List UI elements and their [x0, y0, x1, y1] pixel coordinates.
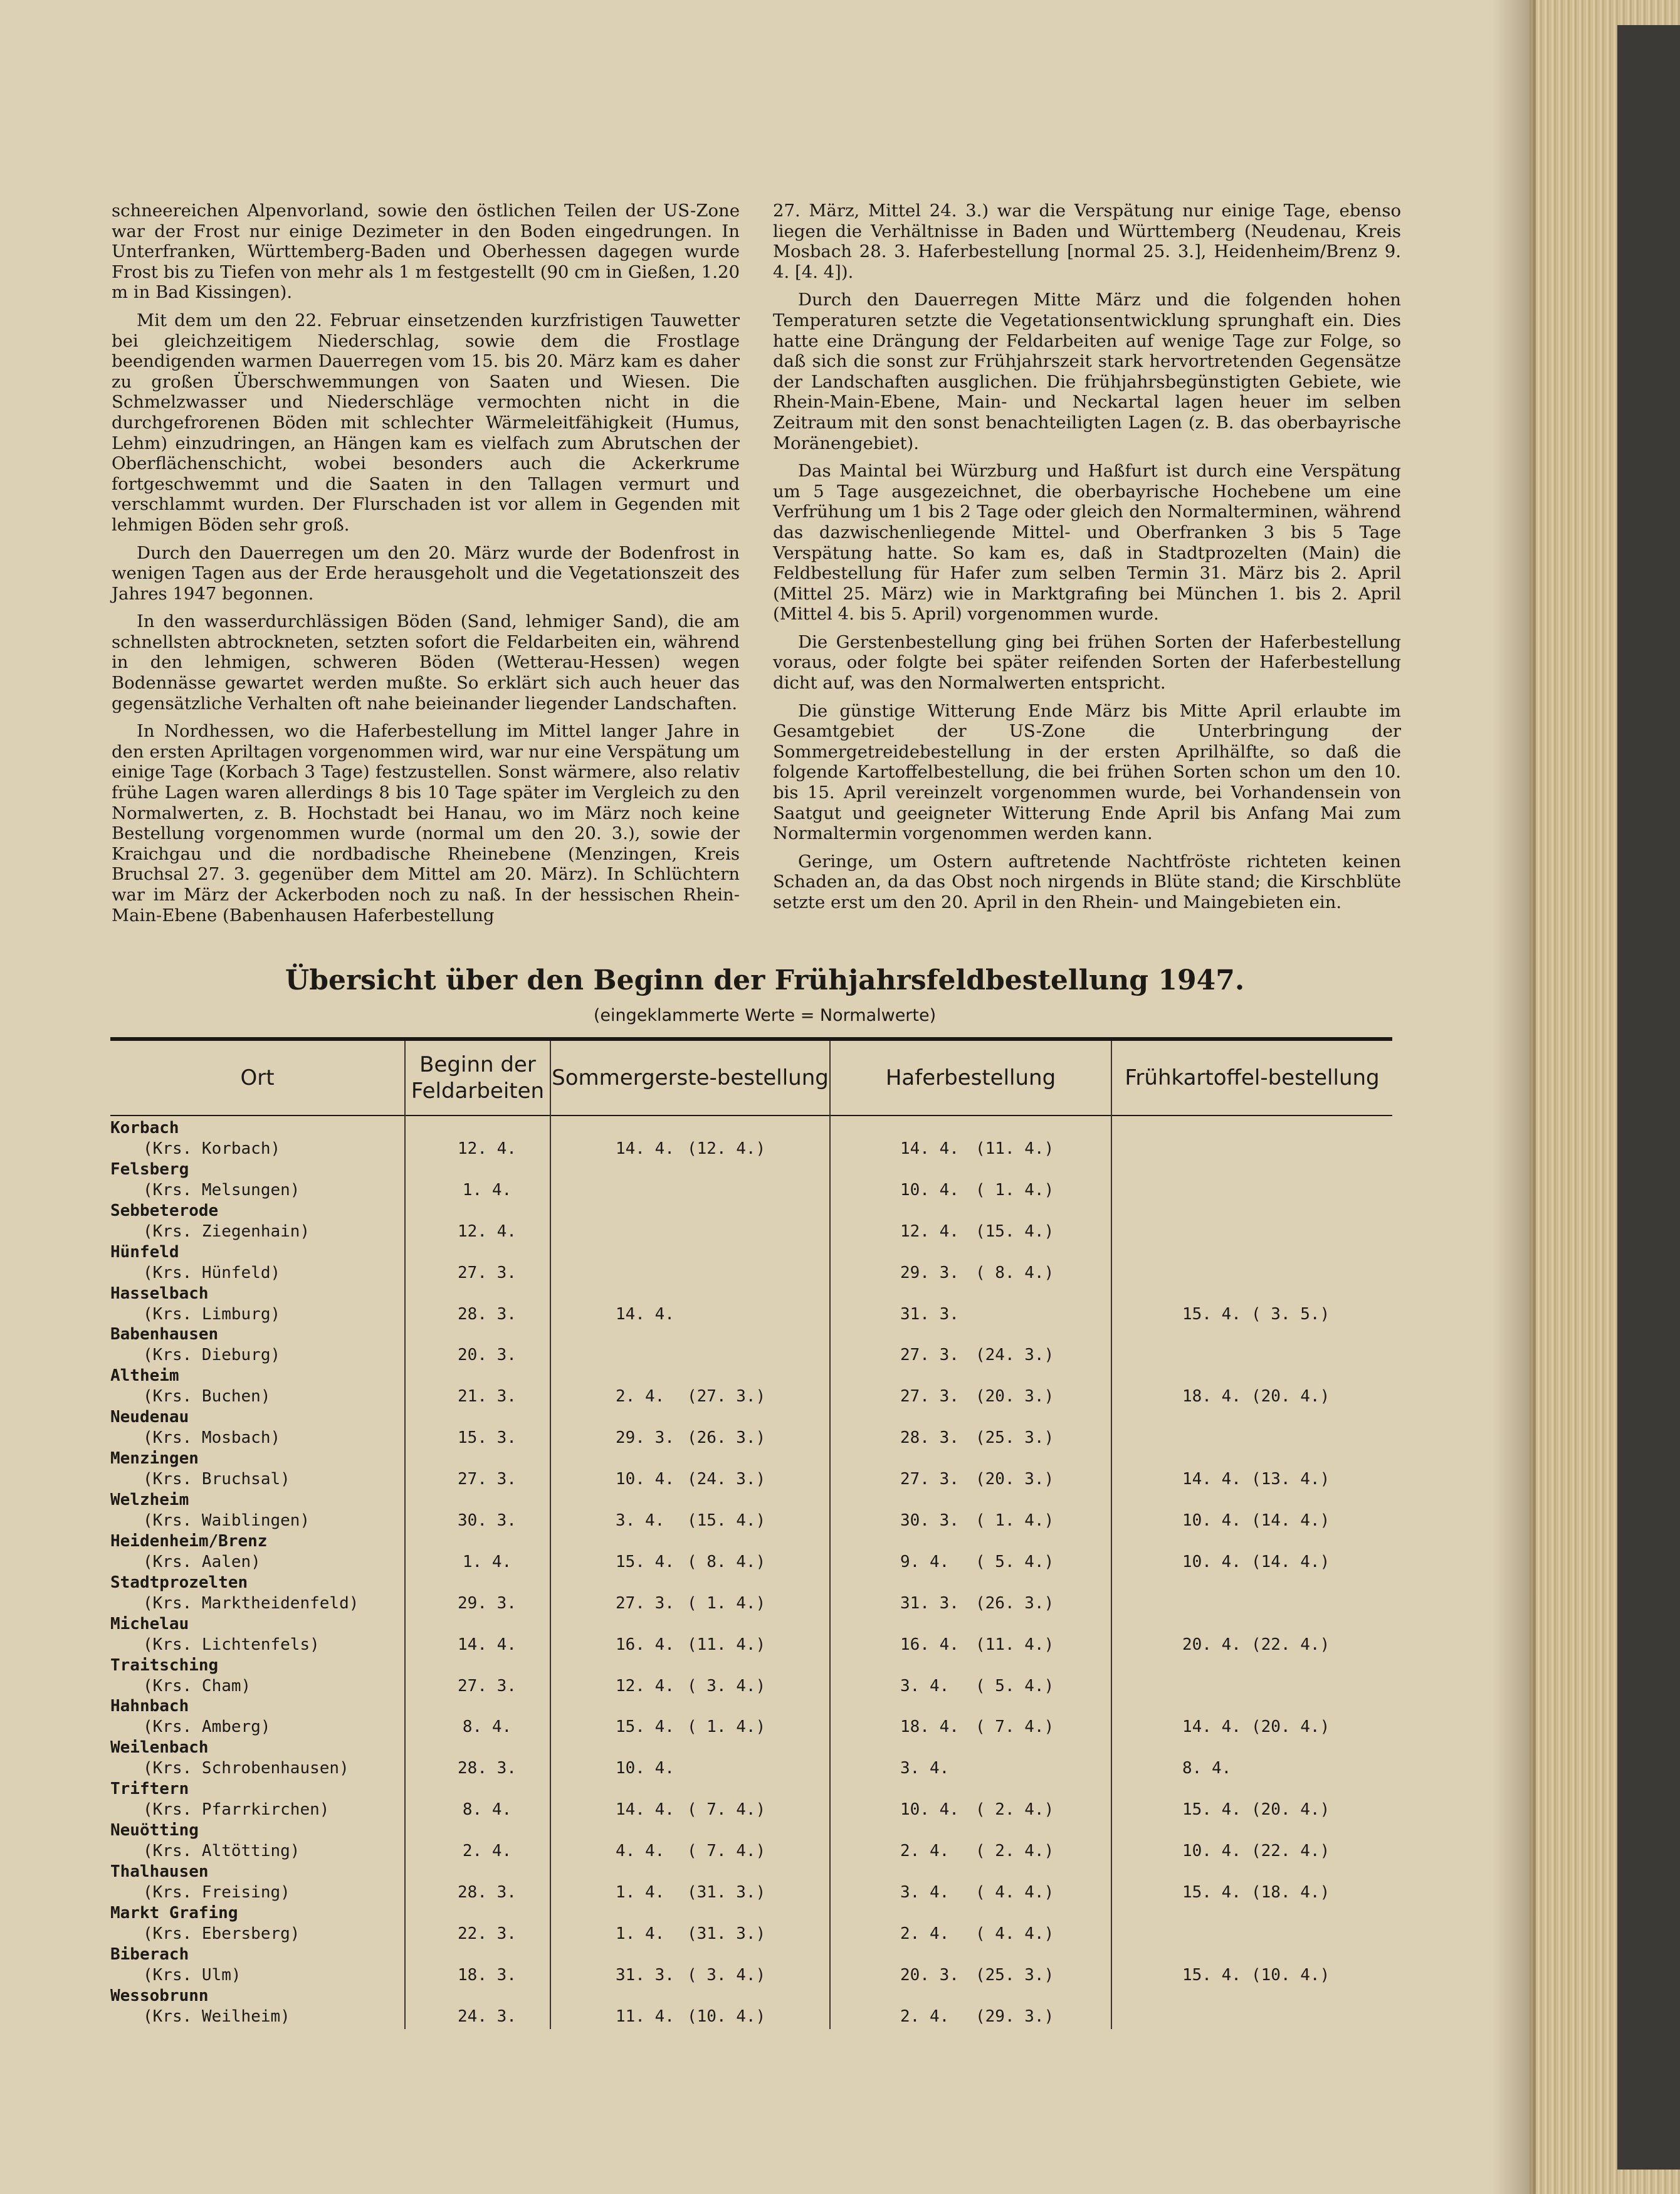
- place-name: Babenhausen: [110, 1325, 219, 1344]
- sommergerste-date: 14. 4.: [616, 1304, 675, 1324]
- sommergerste-normal: (27. 3.): [687, 1387, 766, 1406]
- sommergerste-normal: ( 3. 4.): [687, 1676, 766, 1696]
- sommergerste-date: 31. 3.: [616, 1965, 675, 1985]
- hafer-date: 2. 4.: [900, 2007, 950, 2026]
- place-name: Triftern: [110, 1780, 189, 1799]
- hafer-date: 27. 3.: [900, 1387, 959, 1406]
- paragraph: Geringe, um Ostern auftretende Nachtfröste richteten keinen Schaden an, da das Obst noch nirgends in Blüte stand; die Kirschblüte setzte erst um den 20. April in den Rhein- und Maingebieten ein.: [773, 851, 1401, 912]
- sommergerste-normal: (24. 3.): [687, 1470, 766, 1489]
- sommergerste-date: 16. 4.: [616, 1635, 675, 1654]
- place-name: Stadtprozelten: [110, 1573, 248, 1592]
- table-row: [110, 1821, 1392, 1862]
- kartoffel-normal: (10. 4.): [1251, 1965, 1330, 1985]
- hafer-normal: (25. 3.): [975, 1965, 1054, 1985]
- hafer-date: 10. 4.: [900, 1180, 959, 1200]
- beginn-date: 28. 3.: [458, 1759, 517, 1778]
- place-name: Weilenbach: [110, 1738, 209, 1758]
- sommergerste-normal: (15. 4.): [687, 1511, 766, 1531]
- paragraph: In den wasserdurchlässigen Böden (Sand, lehmiger Sand), die am schnellsten abtrockneten, setzten sofort die Feldarbeiten ein, während in den lehmigen, schweren Böden (Wetterau-Hessen) wegen Bodennässe gewartet werden mußte. So erklärt sich auch heuer das gegensätzliche Verhalten oft nahe beieinander liegender Landschaften.: [112, 611, 740, 714]
- sommergerste-normal: ( 7. 4.): [687, 1842, 766, 1861]
- sommergerste-date: 15. 4.: [616, 1552, 675, 1571]
- paragraph: Durch den Dauerregen um den 20. März wurde der Bodenfrost in wenigen Tagen aus der Erde herausgeholt und die Vegetationszeit des Jahres 1947 begonnen.: [112, 542, 740, 604]
- sommergerste-normal: ( 8. 4.): [687, 1552, 766, 1571]
- hafer-date: 28. 3.: [900, 1428, 959, 1448]
- hafer-date: 31. 3.: [900, 1304, 959, 1324]
- beginn-date: 2. 4.: [462, 1842, 512, 1861]
- beginn-date: 8. 4.: [462, 1717, 512, 1737]
- sommergerste-date: 10. 4.: [616, 1759, 675, 1778]
- kreis-name: (Krs. Marktheidenfeld): [143, 1593, 359, 1613]
- hafer-date: 2. 4.: [900, 1924, 950, 1943]
- kreis-name: (Krs. Mosbach): [143, 1428, 281, 1448]
- header-sommergerste: Sommergerste-bestellung: [552, 1065, 829, 1090]
- kreis-name: (Krs. Freising): [143, 1883, 290, 1902]
- hafer-date: 16. 4.: [900, 1635, 959, 1654]
- table-row: [110, 1573, 1392, 1615]
- paragraph: Die Gerstenbestellung ging bei frühen Sorten der Haferbestellung voraus, oder folgte bei später reifenden Sorten der Haferbestellung dicht auf, was den Normalwerten entspricht.: [773, 631, 1401, 694]
- kartoffel-normal: (18. 4.): [1251, 1883, 1330, 1902]
- kartoffel-date: 15. 4.: [1182, 1965, 1241, 1985]
- place-name: Michelau: [110, 1614, 189, 1633]
- hafer-date: 3. 4.: [900, 1676, 950, 1696]
- kartoffel-normal: (20. 4.): [1251, 1387, 1330, 1406]
- sommergerste-date: 1. 4.: [616, 1924, 665, 1943]
- sommergerste-date: 14. 4.: [616, 1139, 675, 1158]
- beginn-date: 14. 4.: [458, 1635, 517, 1654]
- kartoffel-date: 15. 4.: [1182, 1304, 1241, 1324]
- beginn-date: 27. 3.: [458, 1263, 517, 1282]
- table-row: [110, 1904, 1392, 1945]
- table-row: [110, 1986, 1392, 2028]
- table-row: [110, 1408, 1392, 1449]
- text-column-right: [773, 201, 1401, 913]
- table-row: [110, 1862, 1392, 1904]
- table-row: [110, 1780, 1392, 1821]
- kreis-name: (Krs. Buchen): [143, 1387, 271, 1406]
- hafer-date: 12. 4.: [900, 1221, 959, 1241]
- sommergerste-normal: (12. 4.): [687, 1139, 766, 1158]
- sommergerste-date: 4. 4.: [616, 1842, 665, 1861]
- sommergerste-date: 14. 4.: [616, 1800, 675, 1820]
- sommergerste-date: 1. 4.: [616, 1883, 665, 1902]
- place-name: Menzingen: [110, 1449, 199, 1469]
- paragraph: Das Maintal bei Würzburg und Haßfurt ist durch eine Verspätung um 5 Tage ausgezeichnet, die oberbayrische Hochebene um eine Verfrühung um 1 bis 2 Tage oder gleich den Normalterminen, während das dazwischenliegende Mittel- und Oberfranken 3 bis 5 Tage Verspätung hatte. So kam es, daß in Stadtprozelten (Main) die Feldbestellung für Hafer zum selben Termin 31. März bis 2. April (Mittel 25. März) wie in Marktgrafing bei München 1. bis 2. April (Mittel 4. bis 5. April) vorgenommen wurde.: [773, 461, 1401, 625]
- hafer-date: 29. 3.: [900, 1263, 959, 1282]
- beginn-date: 8. 4.: [462, 1800, 512, 1820]
- beginn-date: 28. 3.: [458, 1883, 517, 1902]
- paragraph: schneereichen Alpenvorland, sowie den östlichen Teilen der US-Zone war der Frost nur einige Dezimeter in den Boden eingedrungen. In Unterfranken, Württemberg-Baden und Oberhessen dagegen wurde Frost bis zu Tiefen von mehr als 1 m festgestellt (90 cm in Gießen, 1.20 m in Bad Kissingen).: [112, 201, 740, 303]
- hafer-date: 14. 4.: [900, 1139, 959, 1158]
- beginn-date: 21. 3.: [458, 1387, 517, 1406]
- kreis-name: (Krs. Ulm): [143, 1965, 241, 1985]
- hafer-normal: (20. 3.): [975, 1470, 1054, 1489]
- hafer-date: 3. 4.: [900, 1759, 950, 1778]
- kartoffel-date: 14. 4.: [1182, 1717, 1241, 1737]
- text-column-left: [112, 201, 740, 926]
- header-hafer: Haferbestellung: [885, 1065, 1056, 1090]
- place-name: Thalhausen: [110, 1862, 209, 1882]
- sommergerste-date: 15. 4.: [616, 1717, 675, 1737]
- sommergerste-date: 27. 3.: [616, 1593, 675, 1613]
- hafer-normal: ( 2. 4.): [975, 1800, 1054, 1820]
- kreis-name: (Krs. Waiblingen): [143, 1511, 310, 1531]
- hafer-normal: ( 1. 4.): [975, 1180, 1054, 1200]
- table-header-rule: [110, 1115, 1392, 1116]
- paragraph: Die günstige Witterung Ende März bis Mitte April erlaubte im Gesamtgebiet der US-Zone die Unterbringung der Sommergetreidebestellung in der ersten Aprilhälfte, so daß die folgende Kartoffelbestellung, die bei frühen Sorten schon um den 10. bis 15. April vereinzelt vorgenommen wurde, bei Vorhandensein von Saatgut und geeigneter Witterung Ende April bis Anfang Mai zum Normaltermin vorgenommen werden kann.: [773, 700, 1401, 844]
- table-row: [110, 1325, 1392, 1366]
- table-row: [110, 1243, 1392, 1284]
- sommergerste-date: 11. 4.: [616, 2007, 675, 2026]
- table-row: [110, 1615, 1392, 1656]
- kartoffel-date: 18. 4.: [1182, 1387, 1241, 1406]
- kreis-name: (Krs. Pfarrkirchen): [143, 1800, 330, 1820]
- beginn-date: 27. 3.: [458, 1676, 517, 1696]
- book-binding: [1617, 25, 1680, 2170]
- hafer-date: 20. 3.: [900, 1965, 959, 1985]
- hafer-normal: (11. 4.): [975, 1139, 1054, 1158]
- paragraph: Durch den Dauerregen Mitte März und die folgenden hohen Temperaturen setzte die Vegetationsentwicklung sprunghaft ein. Dies hatte eine Drängung der Feldarbeiten auf wenige Tage zur Folge, so daß sich die sonst zur Frühjahrszeit stark hervortretenden Gegensätze der Landschaften ausglichen. Die frühjahrsbegünstigten Gebiete, wie Rhein-Main-Ebene, Main- und Neckartal lagen heuer im selben Zeitraum mit den sonst benachteiligten Lagen (z. B. das oberbayrische Moränengebiet).: [773, 290, 1401, 453]
- hafer-normal: ( 7. 4.): [975, 1717, 1054, 1737]
- hafer-date: 3. 4.: [900, 1883, 950, 1902]
- beginn-date: 1. 4.: [462, 1552, 512, 1571]
- kartoffel-date: 10. 4.: [1182, 1552, 1241, 1571]
- table-subtitle: (eingeklammerte Werte = Normalwerte): [593, 1006, 937, 1025]
- hafer-date: 31. 3.: [900, 1593, 959, 1613]
- table-row: [110, 1201, 1392, 1243]
- kartoffel-date: 10. 4.: [1182, 1511, 1241, 1531]
- header-beginn: Beginn der Feldarbeiten: [411, 1052, 545, 1104]
- hafer-date: 30. 3.: [900, 1511, 959, 1531]
- table-row: [110, 1284, 1392, 1326]
- hafer-normal: ( 8. 4.): [975, 1263, 1054, 1282]
- sommergerste-date: 29. 3.: [616, 1428, 675, 1448]
- table-row: [110, 1366, 1392, 1408]
- kreis-name: (Krs. Amberg): [143, 1717, 271, 1737]
- table-row: [110, 1945, 1392, 1986]
- kreis-name: (Krs. Weilheim): [143, 2007, 290, 2026]
- hafer-date: 27. 3.: [900, 1346, 959, 1365]
- beginn-date: 18. 3.: [458, 1965, 517, 1985]
- hafer-normal: ( 5. 4.): [975, 1676, 1054, 1696]
- sommergerste-normal: (10. 4.): [687, 2007, 766, 2026]
- place-name: Biberach: [110, 1944, 189, 1964]
- beginn-date: 1. 4.: [462, 1180, 512, 1200]
- place-name: Sebbeterode: [110, 1201, 219, 1220]
- kreis-name: (Krs. Melsungen): [143, 1180, 300, 1200]
- kartoffel-date: 15. 4.: [1182, 1800, 1241, 1820]
- table-row: [110, 1490, 1392, 1532]
- beginn-date: 30. 3.: [458, 1511, 517, 1531]
- beginn-date: 20. 3.: [458, 1346, 517, 1365]
- header-kartoffel: Frühkartoffel-bestellung: [1125, 1065, 1380, 1090]
- hafer-normal: (26. 3.): [975, 1593, 1054, 1613]
- hafer-normal: (29. 3.): [975, 2007, 1054, 2026]
- sommergerste-normal: ( 7. 4.): [687, 1800, 766, 1820]
- kartoffel-date: 15. 4.: [1182, 1883, 1241, 1902]
- kartoffel-date: 14. 4.: [1182, 1470, 1241, 1489]
- beginn-date: 22. 3.: [458, 1924, 517, 1943]
- kreis-name: (Krs. Korbach): [143, 1139, 281, 1158]
- kartoffel-date: 20. 4.: [1182, 1635, 1241, 1654]
- hafer-normal: (15. 4.): [975, 1221, 1054, 1241]
- kreis-name: (Krs. Dieburg): [143, 1346, 281, 1365]
- sommergerste-normal: (11. 4.): [687, 1635, 766, 1654]
- place-name: Hünfeld: [110, 1242, 179, 1262]
- paragraph: 27. März, Mittel 24. 3.) war die Verspätung nur einige Tage, ebenso liegen die Verhältnisse in Baden und Württemberg (Neudenau, Kreis Mosbach 28. 3. Haferbestellung [normal 25. 3.], Heidenheim/Brenz 9. 4. [4. 4]).: [773, 201, 1401, 282]
- hafer-normal: (25. 3.): [975, 1428, 1054, 1448]
- table-row: [110, 1532, 1392, 1573]
- table-row: [110, 1697, 1392, 1738]
- place-name: Altheim: [110, 1366, 179, 1386]
- kreis-name: (Krs. Limburg): [143, 1304, 281, 1324]
- place-name: Korbach: [110, 1119, 179, 1137]
- sommergerste-date: 10. 4.: [616, 1470, 675, 1489]
- place-name: Welzheim: [110, 1490, 189, 1510]
- sommergerste-normal: (31. 3.): [687, 1883, 766, 1902]
- kreis-name: (Krs. Ziegenhain): [143, 1221, 310, 1241]
- hafer-date: 9. 4.: [900, 1552, 950, 1571]
- kartoffel-normal: (22. 4.): [1251, 1635, 1330, 1654]
- kreis-name: (Krs. Ebersberg): [143, 1924, 300, 1943]
- beginn-date: 15. 3.: [458, 1428, 517, 1448]
- beginn-date: 29. 3.: [458, 1593, 517, 1613]
- kreis-name: (Krs. Lichtenfels): [143, 1635, 320, 1654]
- table-row: [110, 1656, 1392, 1697]
- hafer-normal: (11. 4.): [975, 1635, 1054, 1654]
- place-name: Wessobrunn: [110, 1986, 209, 2005]
- sommergerste-date: 2. 4.: [616, 1387, 665, 1406]
- place-name: Neuötting: [110, 1821, 199, 1840]
- place-name: Hasselbach: [110, 1284, 209, 1303]
- kartoffel-normal: (20. 4.): [1251, 1717, 1330, 1737]
- kartoffel-normal: (20. 4.): [1251, 1800, 1330, 1820]
- beginn-date: 24. 3.: [458, 2007, 517, 2026]
- hafer-normal: ( 4. 4.): [975, 1883, 1054, 1902]
- sommergerste-normal: (26. 3.): [687, 1428, 766, 1448]
- paragraph: Mit dem um den 22. Februar einsetzenden kurzfristigen Tauwetter bei gleichzeitigem Niederschlag, sowie dem die Frostlage beendigenden warmen Dauerregen vom 15. bis 20. März kam es daher zu großen Überschwemmungen von Saaten und Wiesen. Die Schmelzwasser und Niederschläge vermochten nicht in die durchgefrorenen Böden mit schlechter Wärmeleitfähigkeit (Humus, Lehm) einzudringen, an Hängen kam es vielfach zum Abrutschen der Oberflächenschicht, wobei besonders auch die Ackerkrume fortgeschwemmt und die Saaten in den Tallagen vermurt und verschlammt wurden. Der Flurschaden ist vor allem in Gegenden mit lehmigen Böden sehr groß.: [112, 310, 740, 535]
- hafer-date: 18. 4.: [900, 1717, 959, 1737]
- header-ort: Ort: [240, 1065, 275, 1090]
- table-row: [110, 1119, 1392, 1160]
- place-name: Markt Grafing: [110, 1903, 238, 1922]
- hafer-normal: ( 2. 4.): [975, 1842, 1054, 1861]
- table-title: Übersicht über den Beginn der Frühjahrsfeldbestellung 1947.: [285, 964, 1245, 996]
- kartoffel-normal: (13. 4.): [1251, 1470, 1330, 1489]
- sommergerste-normal: (31. 3.): [687, 1924, 766, 1943]
- place-name: Neudenau: [110, 1408, 189, 1427]
- hafer-date: 2. 4.: [900, 1842, 950, 1861]
- sommergerste-date: 3. 4.: [616, 1511, 665, 1531]
- paragraph: In Nordhessen, wo die Haferbestellung im Mittel langer Jahre in den ersten Apriltagen vorgenommen wird, war nur eine Verspätung um einige Tage (Korbach 3 Tage) festzustellen. Sonst wärmere, also relativ frühe Lagen waren allerdings 8 bis 10 Tage später im Vergleich zu den Normalwerten, z. B. Hochstadt bei Hanau, wo im März noch keine Bestellung vorgenommen wurde (normal um den 20. 3.), sowie der Kraichgau und die nordbadische Rheinebene (Menzingen, Kreis Bruchsal 27. 3. gegenüber dem Mittel am 20. März). In Schlüchtern war im März der Ackerboden noch zu naß. In der hessischen Rhein-Main-Ebene (Babenhausen Haferbestellung: [112, 721, 740, 926]
- hafer-normal: ( 1. 4.): [975, 1511, 1054, 1531]
- kreis-name: (Krs. Hünfeld): [143, 1263, 281, 1282]
- kartoffel-date: 8. 4.: [1182, 1759, 1232, 1778]
- table-body: [110, 1119, 1392, 2028]
- kreis-name: (Krs. Altötting): [143, 1842, 300, 1861]
- place-name: Hahnbach: [110, 1697, 189, 1716]
- sommergerste-normal: ( 1. 4.): [687, 1717, 766, 1737]
- kartoffel-date: 10. 4.: [1182, 1842, 1241, 1861]
- sommergerste-normal: ( 3. 4.): [687, 1965, 766, 1985]
- hafer-date: 10. 4.: [900, 1800, 959, 1820]
- table-row: [110, 1738, 1392, 1780]
- sommergerste-date: 12. 4.: [616, 1676, 675, 1696]
- place-name: Felsberg: [110, 1159, 189, 1179]
- place-name: Traitsching: [110, 1655, 219, 1675]
- kartoffel-normal: (14. 4.): [1251, 1511, 1330, 1531]
- kartoffel-normal: (22. 4.): [1251, 1842, 1330, 1861]
- kreis-name: (Krs. Schrobenhausen): [143, 1759, 349, 1778]
- hafer-normal: ( 4. 4.): [975, 1924, 1054, 1943]
- hafer-normal: (24. 3.): [975, 1346, 1054, 1365]
- kreis-name: (Krs. Aalen): [143, 1552, 261, 1571]
- sommergerste-normal: ( 1. 4.): [687, 1593, 766, 1613]
- beginn-date: 12. 4.: [458, 1221, 517, 1241]
- place-name: Heidenheim/Brenz: [110, 1531, 268, 1551]
- hafer-date: 27. 3.: [900, 1470, 959, 1489]
- hafer-normal: ( 5. 4.): [975, 1552, 1054, 1571]
- beginn-date: 12. 4.: [458, 1139, 517, 1158]
- table-row: [110, 1160, 1392, 1201]
- beginn-date: 28. 3.: [458, 1304, 517, 1324]
- kreis-name: (Krs. Cham): [143, 1676, 251, 1696]
- hafer-normal: (20. 3.): [975, 1387, 1054, 1406]
- kreis-name: (Krs. Bruchsal): [143, 1470, 290, 1489]
- beginn-date: 27. 3.: [458, 1470, 517, 1489]
- spine-shadow: [1492, 0, 1536, 2194]
- kartoffel-normal: ( 3. 5.): [1251, 1304, 1330, 1324]
- kartoffel-normal: (14. 4.): [1251, 1552, 1330, 1571]
- table-row: [110, 1449, 1392, 1490]
